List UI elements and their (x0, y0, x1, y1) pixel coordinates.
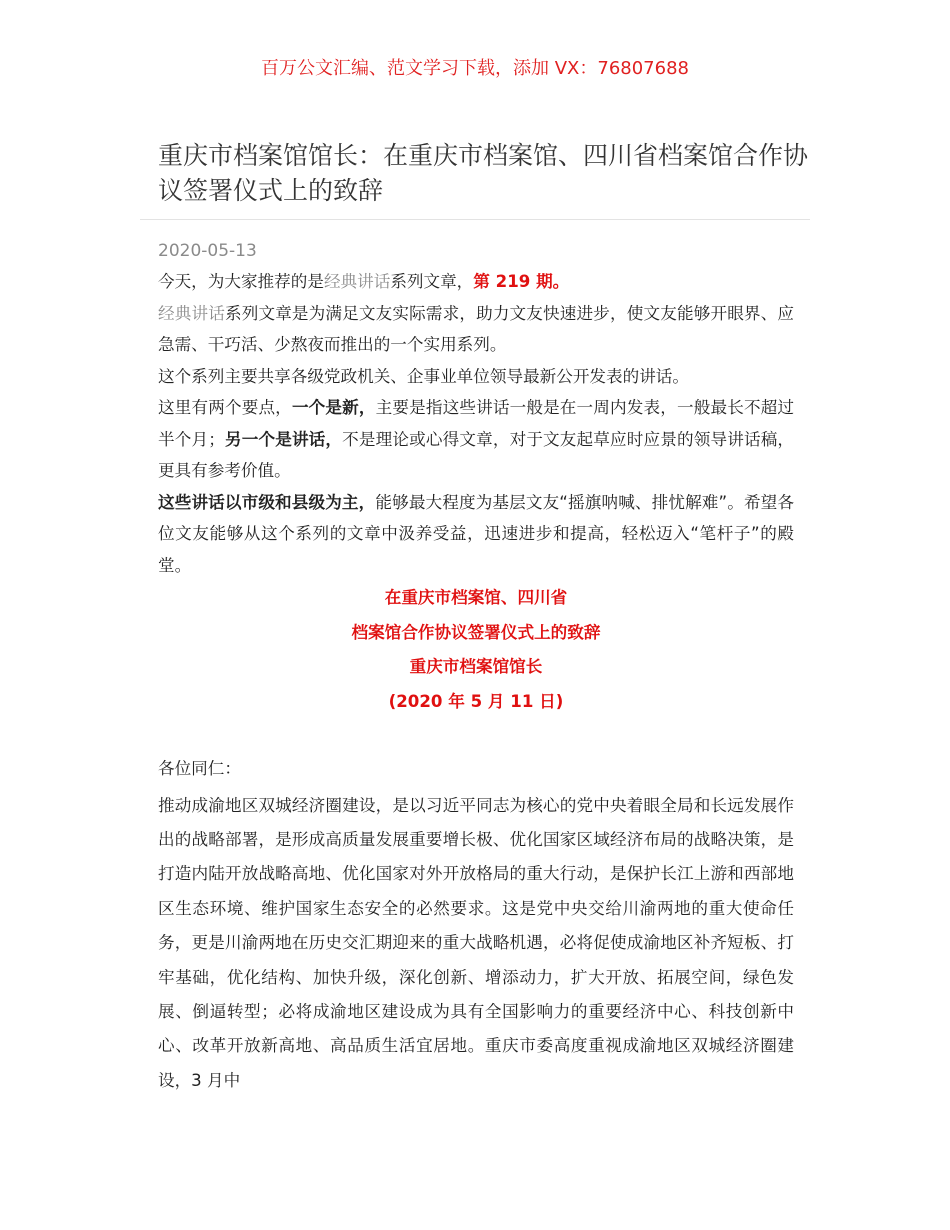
intro-paragraph-2 (158, 298, 794, 361)
title-divider (140, 219, 810, 220)
key-point-1: 一个是新， (291, 398, 376, 417)
intro-paragraph-3: 这个系列主要共享各级党政机关、企事业单位领导最新公开发表的讲话。 (158, 366, 689, 386)
series-name: 经典讲话 (158, 303, 225, 323)
intro-text: 主要是指这些讲话一般是在一周内发表，一般最长不超过半个月； (158, 398, 795, 449)
issue-number: 第 219 期。 (473, 272, 570, 291)
intro-text: 不是理论或心得文章，对于文友起草应时应景的领导讲话稿，更具有参考价值。 (158, 429, 795, 480)
article-body (158, 266, 794, 1098)
intro-paragraph-4 (158, 392, 794, 487)
intro-text: 系列文章是为满足文友实际需求，助力文友快速进步，使文友能够开眼界、应急需、干巧活、少熬夜而推出的一个实用系列。 (158, 303, 795, 354)
publish-date: 2020-05-13 (158, 241, 257, 261)
intro-text: 系列文章， (390, 272, 474, 291)
speech-heading-line-2: 档案馆合作协议签署仪式上的致辞 (351, 622, 601, 642)
intro-text: 能够最大程度为基层文友“摇旗呐喊、排忧解难”。希望各位文友能够从这个系列的文章中汲养受益，迅速进步和提高，轻松迈入“笔杆子”的殿堂。 (158, 492, 794, 575)
key-point-2: 另一个是讲话， (224, 429, 343, 449)
speech-heading-line-1: 在重庆市档案馆、四川省 (384, 588, 568, 607)
speech-salutation: 各位同仁： (158, 759, 241, 778)
speech-date: (2020 年 5 月 11 日) (388, 691, 564, 711)
speech-body: 推动成渝地区双城经济圈建设，是以习近平同志为核心的党中央着眼全局和长远发展作出的战略部署，是形成高质量发展重要增长极、优化国家区域经济布局的战略决策，是打造内陆开放战略高地、优化国家对外开放格局的重大行动，是保护长江上游和西部地区生态环境、维护国家生态安全的必然要求。这是党中央交给川渝两地的重大使命任务，更是川渝两地在历史交汇期迎来的重大战略机遇，必将促使成渝地区补齐短板、打牢基础，优化结构、加快升级，深化创新、增添动力，扩大开放、拓展空间，绿色发展、倒逼转型；必将成渝地区建设成为具有全国影响力的重要经济中心、科技创新中心、改革开放新高地、高品质生活宜居地。重庆市委高度重视成渝地区双城经济圈建设，3 月中 (158, 795, 794, 1090)
series-name: 经典讲话 (323, 272, 391, 291)
intro-paragraph-1 (158, 266, 794, 298)
promo-banner: 百万公文汇编、范文学习下载，添加 VX：76807688 (261, 58, 689, 79)
intro-text: 今天，为大家推荐的是 (158, 272, 324, 291)
speech-speaker: 重庆市档案馆馆长 (409, 657, 543, 676)
intro-paragraph-5 (158, 487, 794, 582)
key-point-3: 这些讲话以市级和县级为主， (158, 492, 376, 512)
spacer (158, 719, 794, 753)
article-title: 重庆市档案馆馆长：在重庆市档案馆、四川省档案馆合作协议签署仪式上的致辞 (158, 141, 809, 205)
intro-text: 这里有两个要点， (158, 398, 292, 417)
